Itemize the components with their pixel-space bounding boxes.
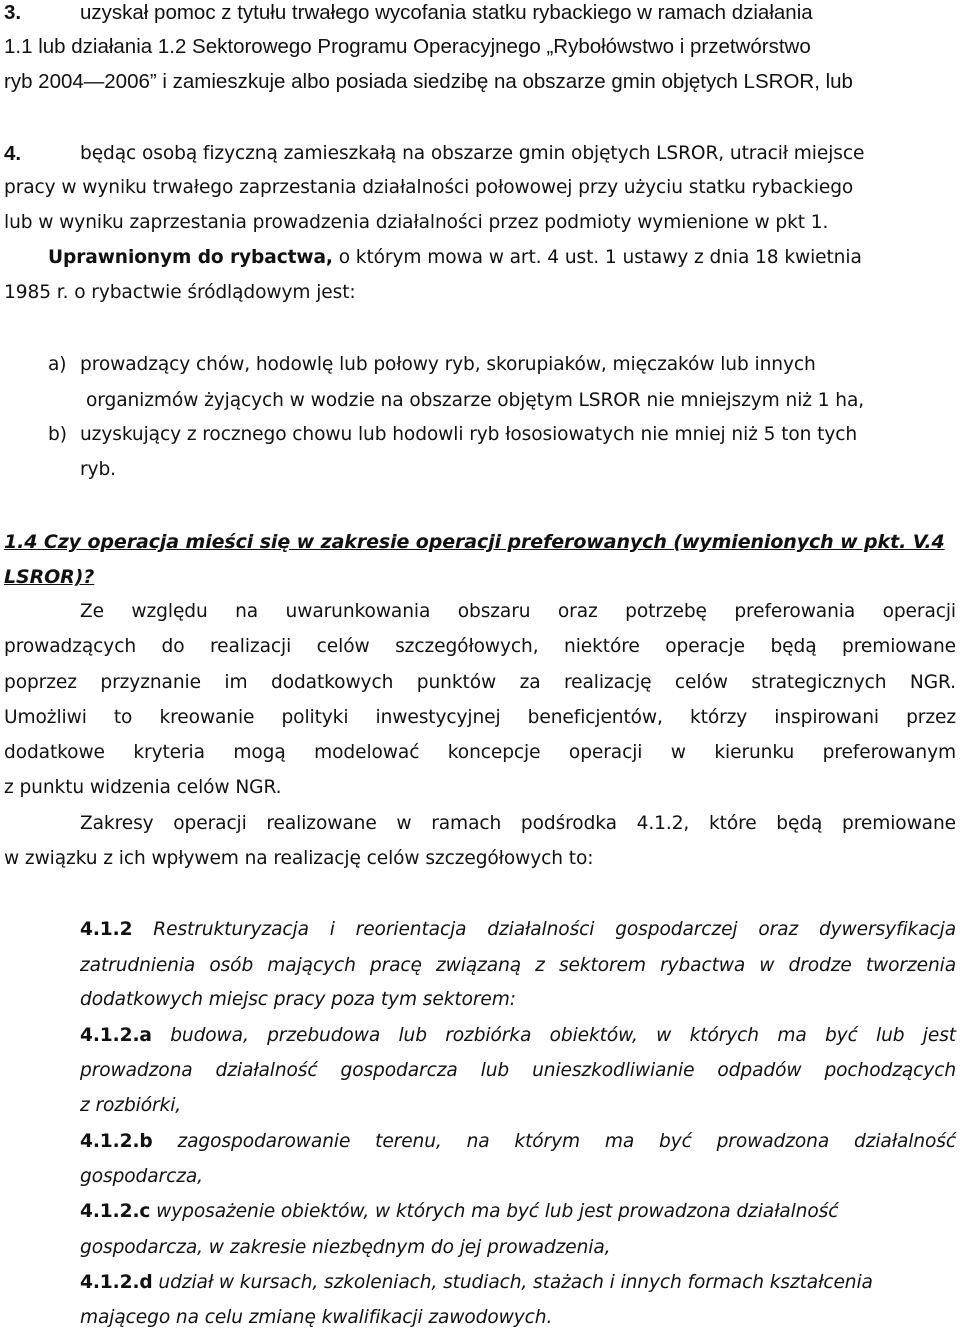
item-text-line: 4.1.2.c wyposażenie obiektów, w których ma być lub jest prowadzona działalność	[80, 1201, 839, 1222]
item-text-line: pracy w wyniku trwałego zaprzestania działalności połowowej przy użyciu statku rybackiego	[4, 177, 854, 198]
item-text-line: ryb 2004—2006” i zamieszkuje albo posiada siedzibę na obszarze gmin objętych LSROR, lub	[4, 70, 853, 93]
list-text-line: organizmów żyjących w wodzie na obszarze objętym LSROR nie mniejszym niż 1 ha,	[86, 390, 865, 411]
item-text-line: lub w wyniku zaprzestania prowadzenia działalności przez podmioty wymienione w pkt 1.	[4, 212, 829, 233]
item-number: 4.1.2.b	[80, 1131, 153, 1152]
paragraph-line: dodatkowe kryteria mogą modelować koncepcje operacji w kierunku preferowanym	[4, 742, 956, 763]
item-text-line: zatrudnienia osób mających pracę związaną z sektorem rybactwa w drodze tworzenia	[80, 955, 956, 976]
item-text-line: 4.1.2 Restrukturyzacja i reorientacja działalności gospodarczej oraz dywersyfikacja	[80, 919, 956, 940]
item-text-line: z rozbiórki,	[80, 1095, 182, 1116]
heading-line: LSROR)?	[4, 566, 95, 588]
list-text-line: prowadzący chów, hodowlę lub połowy ryb, skorupiaków, mięczaków lub innych	[80, 354, 816, 375]
item-number: 4.1.2.c	[80, 1201, 151, 1222]
item-number: 4.1.2	[80, 919, 133, 940]
item-text-line: 4.1.2.d udział w kursach, szkoleniach, studiach, stażach i innych formach kształcenia	[80, 1272, 873, 1293]
item-number: 4.1.2.d	[80, 1272, 153, 1293]
item-text-line: gospodarcza,	[80, 1166, 203, 1187]
heading-line: 1.4 Czy operacja mieści się w zakresie operacji preferowanych (wymienionych w pkt. V.4	[4, 531, 945, 553]
item-text-line: 1985 r. o rybactwie śródlądowym jest:	[4, 282, 356, 303]
paragraph-line: w związku z ich wpływem na realizację celów szczegółowych to:	[4, 848, 594, 869]
item-text-line: 4.1.2.b zagospodarowanie terenu, na którym ma być prowadzona działalność	[80, 1131, 956, 1152]
item-text-line: uzyskał pomoc z tytułu trwałego wycofania statku rybackiego w ramach działania	[80, 1, 813, 24]
list-text-line: ryb.	[80, 459, 116, 480]
item-text-line: Uprawnionym do rybactwa, o którym mowa w art. 4 ust. 1 ustawy z dnia 18 kwietnia	[48, 247, 862, 268]
paragraph-line: Ze względu na uwarunkowania obszaru oraz potrzebę preferowania operacji	[80, 601, 956, 622]
item-text-line: gospodarcza, w zakresie niezbędnym do jej prowadzenia,	[80, 1237, 611, 1258]
item-number: 4.1.2.a	[80, 1025, 152, 1046]
paragraph-line: poprzez przyznanie im dodatkowych punktów za realizację celów strategicznych NGR.	[4, 672, 956, 693]
list-marker: a)	[48, 354, 67, 375]
item-text-line: będąc osobą fizyczną zamieszkałą na obszarze gmin objętych LSROR, utracił miejsce	[80, 143, 865, 164]
paragraph-line: z punktu widzenia celów NGR.	[4, 777, 282, 798]
paragraph-line: Zakresy operacji realizowane w ramach podśrodka 4.1.2, które będą premiowane	[80, 813, 956, 834]
item-text-line: prowadzona działalność gospodarcza lub unieszkodliwianie odpadów pochodzących	[80, 1060, 956, 1081]
item-text-line: mającego na celu zmianę kwalifikacji zawodowych.	[80, 1307, 553, 1328]
item-text-line: 4.1.2.a budowa, przebudowa lub rozbiórka obiektów, w których ma być lub jest	[80, 1025, 956, 1046]
item-text-line: 1.1 lub działania 1.2 Sektorowego Programu Operacyjnego „Rybołówstwo i przetwórstwo	[4, 35, 811, 58]
item-text-line: dodatkowych miejsc pracy poza tym sektorem:	[80, 989, 516, 1010]
item-number: 4.	[4, 142, 22, 165]
list-marker: b)	[48, 424, 67, 445]
list-text-line: uzyskujący z rocznego chowu lub hodowli ryb łososiowatych nie mniej niż 5 ton tych	[80, 424, 858, 445]
paragraph-line: Umożliwi to kreowanie polityki inwestycyjnej beneficjentów, którzy inspirowani przez	[4, 707, 956, 728]
defined-term: Uprawnionym do rybactwa,	[48, 247, 333, 268]
paragraph-line: prowadzących do realizacji celów szczegółowych, niektóre operacje będą premiowane	[4, 636, 956, 657]
item-number: 3.	[4, 1, 22, 24]
